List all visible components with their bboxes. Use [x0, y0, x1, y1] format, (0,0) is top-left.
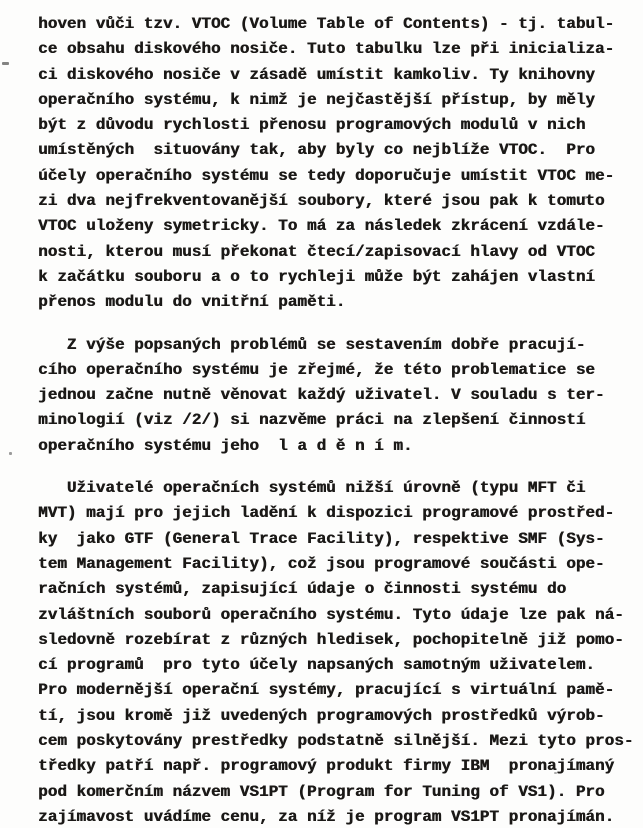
text-line: cí programů pro tyto účely napsaných samotným uživatelem.: [38, 656, 595, 675]
document-text-block: [38, 12, 641, 828]
scan-artifact-speck: [2, 62, 9, 65]
text-line: tředky patří např. programový produkt firmy IBM pronajímaný: [38, 757, 615, 776]
paragraph-tuning-definition: [38, 333, 641, 459]
text-line: tem Management Facility), což jsou programové součásti ope-: [38, 554, 605, 573]
text-line: cem poskytovány prestředky podstatně silnější. Mezi tyto pros-: [38, 732, 634, 751]
text-line: ce obsahu diskového nosiče. Tuto tabulku lze při inicializa-: [38, 40, 615, 59]
text-line: cího operačního systému je zřejmé, že této problematice se: [38, 360, 595, 379]
text-line: operačního systému jeho l a d ě n í m.: [38, 436, 413, 455]
text-line: jednou začne nutně věnovat každý uživatel. V souladu s ter-: [38, 386, 605, 405]
text-line: účely operačního systému se tedy doporučuje umístit VTOC me-: [38, 166, 615, 185]
text-line: pod komerčním názvem VS1PT (Program for Tuning of VS1). Pro: [38, 782, 605, 801]
text-line: sledovně rozebírat z různých hledisek, pochopitelně již pomo-: [38, 630, 624, 649]
text-line: k začátku souboru a o to rychleji může být zahájen vlastní: [38, 267, 595, 286]
text-line: přenos modulu do vnitřní paměti.: [38, 293, 346, 312]
text-line: minologií (viz /2/) si nazvěme práci na zlepšení činností: [38, 411, 586, 430]
text-line: Z výše popsaných problémů se sestavením dobře pracují-: [38, 335, 586, 354]
text-line: umístěných situovány tak, aby byly co nejblíže VTOC. Pro: [38, 141, 595, 160]
text-line: nosti, kterou musí překonat čtecí/zapisovací hlavy od VTOC: [38, 242, 595, 261]
text-line: MVT) mají pro jejich ladění k dispozici programové prostřed-: [38, 504, 615, 523]
text-line: račních systémů, zapisující údaje o činnosti systému do: [38, 580, 567, 599]
scan-artifact-speck: [9, 452, 12, 455]
paragraph-tools-gtf-smf-vs1pt: [38, 476, 641, 828]
text-line: operačního systému, k nimž je nejčastější přístup, by měly: [38, 90, 595, 109]
text-line: zi dva nejfrekventovanější soubory, které jsou pak k tomuto: [38, 192, 605, 211]
paragraph-vtoc: [38, 12, 641, 316]
text-line: tí, jsou kromě již uvedených programových prostředků výrob-: [38, 706, 605, 725]
text-line: ci diskového nosiče v zásadě umístit kamkoliv. Ty knihovny: [38, 65, 595, 84]
text-line: Pro modernější operační systémy, pracující s virtuální pamě-: [38, 681, 615, 700]
text-line: být z důvodu rychlosti přenosu programových modulů v nich: [38, 116, 586, 135]
text-line: zajímavost uvádíme cenu, za níž je program VS1PT pronajímán.: [38, 807, 615, 826]
text-line: ky jako GTF (General Trace Facility), respektive SMF (Sys-: [38, 529, 605, 548]
text-line: hoven vůči tzv. VTOC (Volume Table of Contents) - tj. tabul-: [38, 15, 615, 33]
text-line: zvláštních souborů operačního systému. Tyto údaje lze pak ná-: [38, 605, 624, 624]
text-line: Uživatelé operačních systémů nižší úrovně (typu MFT či: [38, 479, 586, 498]
text-line: VTOC uloženy symetricky. To má za následek zkrácení vzdále-: [38, 217, 605, 236]
